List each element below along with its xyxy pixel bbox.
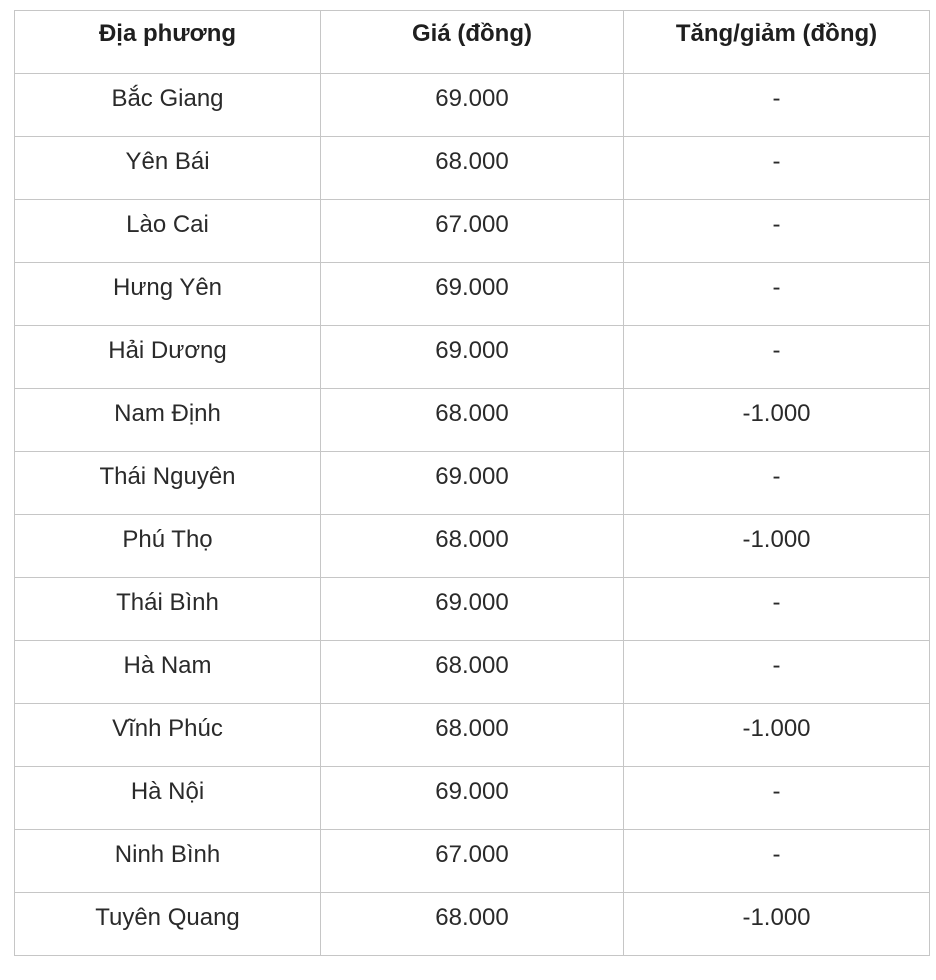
- table-header: [15, 11, 930, 74]
- cell-change: -: [624, 137, 930, 200]
- cell-change: -1.000: [624, 515, 930, 578]
- cell-location: Bắc Giang: [15, 74, 321, 137]
- cell-price: 69.000: [321, 767, 624, 830]
- table-row: [15, 200, 930, 263]
- table-row: [15, 830, 930, 893]
- table-row: [15, 641, 930, 704]
- cell-location: Lào Cai: [15, 200, 321, 263]
- cell-price: 68.000: [321, 704, 624, 767]
- table-body: [15, 74, 930, 956]
- cell-location: Nam Định: [15, 389, 321, 452]
- cell-change: -: [624, 326, 930, 389]
- table-row: [15, 326, 930, 389]
- cell-location: Ninh Bình: [15, 830, 321, 893]
- cell-change: -1.000: [624, 704, 930, 767]
- table-row: [15, 578, 930, 641]
- cell-price: 69.000: [321, 263, 624, 326]
- cell-location: Yên Bái: [15, 137, 321, 200]
- cell-price: 68.000: [321, 515, 624, 578]
- cell-location: Hải Dương: [15, 326, 321, 389]
- table-row: [15, 767, 930, 830]
- price-table: [14, 10, 930, 956]
- cell-location: Tuyên Quang: [15, 893, 321, 956]
- cell-location: Vĩnh Phúc: [15, 704, 321, 767]
- cell-change: -1.000: [624, 389, 930, 452]
- cell-price: 67.000: [321, 830, 624, 893]
- cell-change: -: [624, 578, 930, 641]
- cell-price: 67.000: [321, 200, 624, 263]
- table-row: [15, 515, 930, 578]
- header-location: Địa phương: [15, 11, 321, 74]
- cell-change: -: [624, 767, 930, 830]
- cell-change: -: [624, 200, 930, 263]
- table-row: [15, 893, 930, 956]
- header-price: Giá (đồng): [321, 11, 624, 74]
- cell-price: 69.000: [321, 578, 624, 641]
- header-row: [15, 11, 930, 74]
- table-row: [15, 389, 930, 452]
- cell-price: 68.000: [321, 389, 624, 452]
- table-row: [15, 704, 930, 767]
- cell-change: -: [624, 263, 930, 326]
- table-row: [15, 74, 930, 137]
- cell-price: 68.000: [321, 893, 624, 956]
- cell-price: 68.000: [321, 137, 624, 200]
- cell-location: Phú Thọ: [15, 515, 321, 578]
- cell-change: -: [624, 830, 930, 893]
- cell-price: 69.000: [321, 452, 624, 515]
- cell-change: -: [624, 452, 930, 515]
- cell-location: Hà Nội: [15, 767, 321, 830]
- cell-price: 68.000: [321, 641, 624, 704]
- header-change: Tăng/giảm (đồng): [624, 11, 930, 74]
- cell-location: Thái Bình: [15, 578, 321, 641]
- cell-price: 69.000: [321, 326, 624, 389]
- table-row: [15, 452, 930, 515]
- table-row: [15, 137, 930, 200]
- cell-location: Hà Nam: [15, 641, 321, 704]
- cell-change: -: [624, 74, 930, 137]
- cell-change: -: [624, 641, 930, 704]
- cell-change: -1.000: [624, 893, 930, 956]
- cell-price: 69.000: [321, 74, 624, 137]
- table-row: [15, 263, 930, 326]
- cell-location: Hưng Yên: [15, 263, 321, 326]
- cell-location: Thái Nguyên: [15, 452, 321, 515]
